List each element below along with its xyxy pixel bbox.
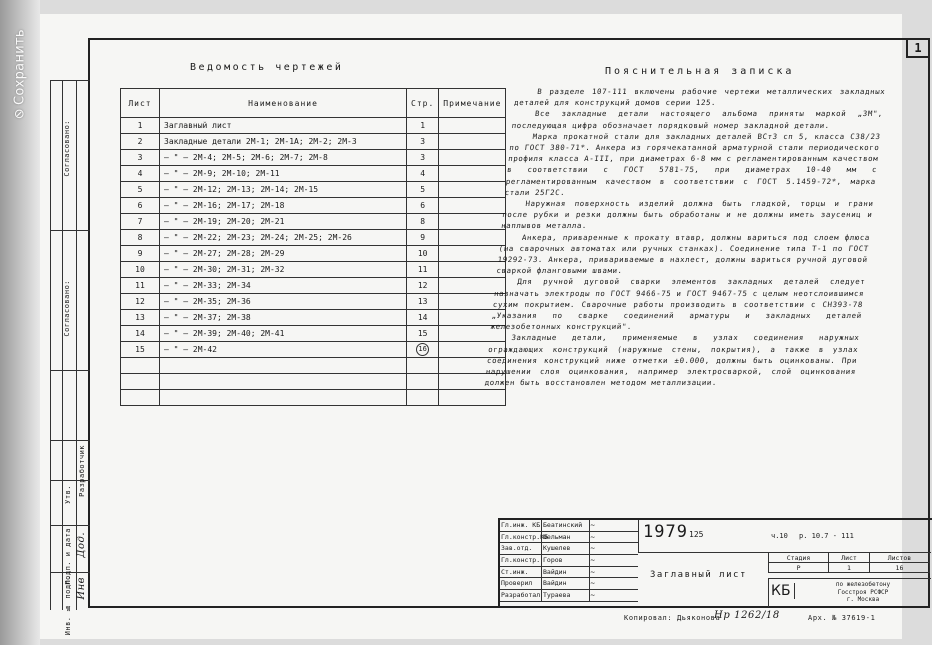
row-name: Заглавный лист <box>160 118 407 134</box>
schedule-row <box>121 310 506 326</box>
row-page-value: 5 <box>420 185 426 194</box>
sheets-value: 16 <box>869 563 929 573</box>
row-note <box>439 134 506 150</box>
sheet-header: Лист <box>829 553 870 563</box>
row-page <box>407 230 439 246</box>
row-name: — " — 2М-16; 2М-17; 2М-18 <box>160 198 407 214</box>
save-overlay-button[interactable] <box>2 0 38 120</box>
sheet-title: Заглавный лист <box>650 570 747 580</box>
stage-table <box>768 552 930 573</box>
role-row <box>500 567 638 579</box>
side-handwriting-2: Инв <box>76 577 87 600</box>
role-name: Вайдин <box>542 567 590 578</box>
series: 125 <box>689 530 704 539</box>
row-sheet-number: 8 <box>121 230 160 246</box>
col-page-header: Стр. <box>407 89 439 118</box>
title-block-roles <box>500 520 638 606</box>
role-row <box>500 578 638 590</box>
schedule-empty-row <box>121 358 506 374</box>
row-page <box>407 326 439 342</box>
organization-block <box>768 578 931 607</box>
org-lines <box>799 581 927 604</box>
schedule-row <box>121 182 506 198</box>
role-name: Тураева <box>542 590 590 601</box>
schedule-row <box>121 246 506 262</box>
org-line: Госстроя РСФСР <box>837 588 889 596</box>
note-paragraph: Наружная поверхность изделий должна быть гладкой, торцы и грани после рубки и резки должны быть обработаны и не должны иметь заусениц и наплывов металла. <box>500 199 875 231</box>
row-note <box>439 182 506 198</box>
row-page-value: 12 <box>417 281 428 290</box>
role-row <box>500 520 638 532</box>
row-sheet-number: 10 <box>121 262 160 278</box>
row-page <box>407 166 439 182</box>
stage-header: Стадия <box>769 553 829 563</box>
note-paragraph: Марка прокатной стали для закладных деталей ВСт3 сп 5, класса С38/23 по ГОСТ 380-71*. Анкера из горячекатанной арматурной стали периодического профиля класса А-III, при диаметрах 6-8 мм с регламентированным качеством в соответствии с ГОСТ 5781-75, при диаметрах 10-40 мм с регламентированным качеством в соответствии с ГОСТ 5.1459-72*, марка стали 25Г2С. <box>504 131 882 197</box>
title-block <box>498 518 932 608</box>
handwritten-number: Нр 1262/18 <box>714 610 780 621</box>
role-position: Гл.инж. КБ <box>501 521 541 529</box>
role-position: Зав.отд. <box>500 543 542 554</box>
explanatory-note <box>484 86 886 388</box>
save-overlay-label: Сохранить <box>12 28 28 105</box>
side-label-approved-2: Согласовано: <box>63 280 71 337</box>
col-note-header: Примечание <box>439 89 506 118</box>
row-note <box>439 246 506 262</box>
role-signature: ~ <box>590 591 596 600</box>
schedule-title: Ведомость чертежей <box>190 62 344 73</box>
role-row <box>500 543 638 555</box>
row-page <box>407 214 439 230</box>
side-label-approved-1: Согласовано: <box>63 120 71 177</box>
role-row <box>500 590 638 602</box>
role-signature: ~ <box>590 579 596 588</box>
row-page-value: 3 <box>420 153 426 162</box>
volume-code: ч.10 <box>771 532 788 540</box>
schedule-row <box>121 278 506 294</box>
schedule-row <box>121 134 506 150</box>
role-position: Гл.констр.КБ <box>501 532 548 541</box>
row-sheet-number: 7 <box>121 214 160 230</box>
org-code: КБ <box>771 583 795 599</box>
sheets-header: Листов <box>869 553 929 563</box>
row-page <box>407 342 439 358</box>
row-page-value: 11 <box>417 265 428 274</box>
sheet-value: 1 <box>829 563 870 573</box>
drawing-schedule-table <box>120 88 506 406</box>
row-sheet-number: 11 <box>121 278 160 294</box>
row-name: — " — 2М-33; 2М-34 <box>160 278 407 294</box>
row-name: — " — 2М-37; 2М-38 <box>160 310 407 326</box>
row-page-value: 13 <box>417 297 428 306</box>
role-signature: ~ <box>590 532 596 541</box>
row-note <box>439 198 506 214</box>
note-paragraph: Анкера, приваренные к прокату втавр, должны вариться под слоем флюса (на сварочных автоматах или ручных станках). Соединение типа Т-1 по ГОСТ 19292-73. Анкера, привариваемые в нахлест, должны вариться ручной дуговой сваркой фланговыми швами. <box>496 232 871 276</box>
row-page-value: 14 <box>417 313 428 322</box>
row-page-value: 15 <box>417 329 428 338</box>
schedule-empty-row <box>121 374 506 390</box>
title-block-code <box>638 520 931 553</box>
schedule-row <box>121 166 506 182</box>
role-name: Горов <box>542 555 590 566</box>
role-name: Кушелев <box>542 543 590 554</box>
row-name: — " — 2М-12; 2М-13; 2М-14; 2М-15 <box>160 182 407 198</box>
col-sheet-header: Лист <box>121 89 160 118</box>
row-page-value: 9 <box>420 233 426 242</box>
row-name: — " — 2М-22; 2М-23; 2М-24; 2М-25; 2М-26 <box>160 230 407 246</box>
role-position: Проверил <box>500 578 542 589</box>
side-label-inventory: Инв. № подл. <box>64 575 72 636</box>
schedule-empty-row <box>121 390 506 406</box>
row-page <box>407 310 439 326</box>
org-line: г. Москва <box>846 596 880 603</box>
schedule-row <box>121 342 506 358</box>
row-page <box>407 246 439 262</box>
row-page <box>407 118 439 134</box>
row-note <box>439 214 506 230</box>
row-page-value: 3 <box>420 137 426 146</box>
side-label-sign-date: Подп. и дата <box>64 528 72 585</box>
schedule-row <box>121 198 506 214</box>
row-sheet-number: 15 <box>121 342 160 358</box>
role-name: Вайдин <box>542 578 590 589</box>
role-row <box>500 532 638 544</box>
role-signature: ~ <box>590 544 596 553</box>
note-paragraph: Все закладные детали настоящего альбома приняты маркой „ЗМ", последующая цифра обозначает порядковый номер закладной детали. <box>511 109 884 130</box>
role-position: Гл.констр. <box>501 556 541 565</box>
col-name-header: Наименование <box>160 89 407 118</box>
role-name: Беатинский <box>542 520 590 531</box>
year: 1979 <box>643 522 688 542</box>
note-paragraph: Для ручной дуговой сварки элементов закладных деталей следует назначать электроды по ГОСТ 9466-75 и ГОСТ 9467-75 с целым неотслоившимся сухим покрытием. Сварочные работы производить в соответствии с СН393-78 „Указания по сварке соединений арматуры и закладных деталей железобетонных конструкций". <box>490 277 866 332</box>
drawing-sheet <box>40 14 922 639</box>
row-note <box>439 230 506 246</box>
role-signature: ~ <box>590 556 596 565</box>
role-position: Разработал <box>501 591 541 600</box>
role-row <box>500 555 638 567</box>
row-sheet-number: 3 <box>121 150 160 166</box>
note-paragraph: В разделе 107-111 включены рабочие чертежи металлических закладных деталей для конструкций домов серии 125. <box>513 87 886 108</box>
save-icon: ⊘ <box>14 106 26 122</box>
org-line: по железобетону <box>835 581 891 588</box>
stage-value: Р <box>769 563 829 573</box>
row-page <box>407 278 439 294</box>
document-code: р. 10.7 - 111 <box>799 532 854 540</box>
row-name: — " — 2М-42 <box>160 342 407 358</box>
row-page-value: 1 <box>420 121 426 130</box>
schedule-row <box>121 262 506 278</box>
row-note <box>439 118 506 134</box>
row-sheet-number: 4 <box>121 166 160 182</box>
role-position: Ст.инж. <box>500 567 542 578</box>
row-page <box>407 182 439 198</box>
schedule-row <box>121 150 506 166</box>
schedule-row <box>121 326 506 342</box>
row-page <box>407 262 439 278</box>
side-label-developer: Разработчик <box>78 445 86 497</box>
side-label-approved: Утв. <box>64 485 72 504</box>
note-title: Пояснительная записка <box>605 66 795 77</box>
sheet-number: 1 <box>906 38 930 58</box>
side-handwriting-1: Дод. <box>76 532 87 558</box>
row-sheet-number: 2 <box>121 134 160 150</box>
row-page-circled: 16 <box>416 343 429 356</box>
row-sheet-number: 13 <box>121 310 160 326</box>
row-sheet-number: 9 <box>121 246 160 262</box>
row-page-value: 4 <box>420 169 426 178</box>
role-signature: ~ <box>590 521 596 529</box>
row-note <box>439 166 506 182</box>
row-page <box>407 134 439 150</box>
copied-by: Копировал: Дьяконова <box>624 614 721 622</box>
schedule-row <box>121 230 506 246</box>
row-name: — " — 2М-35; 2М-36 <box>160 294 407 310</box>
row-sheet-number: 14 <box>121 326 160 342</box>
row-name: — " — 2М-39; 2М-40; 2М-41 <box>160 326 407 342</box>
row-page <box>407 294 439 310</box>
row-sheet-number: 1 <box>121 118 160 134</box>
row-page <box>407 150 439 166</box>
row-sheet-number: 5 <box>121 182 160 198</box>
note-paragraph: Закладные детали, применяемые в узлах соединения наружных ограждающих конструкций (наружные стены, покрытия), а также в узлах соединения конструкций ниже отметки ±0.000, должны быть оцинкованы. При нарушении слоя оцинкования, например электросваркой, слой оцинкования должен быть восстановлен методом металлизации. <box>484 333 860 388</box>
row-sheet-number: 6 <box>121 198 160 214</box>
row-page-value: 6 <box>420 201 426 210</box>
row-name: — " — 2М-27; 2М-28; 2М-29 <box>160 246 407 262</box>
row-page-value: 8 <box>420 217 426 226</box>
row-name: — " — 2М-4; 2М-5; 2М-6; 2М-7; 2М-8 <box>160 150 407 166</box>
row-name: — " — 2М-19; 2М-20; 2М-21 <box>160 214 407 230</box>
schedule-row <box>121 214 506 230</box>
side-approval-column <box>50 80 90 636</box>
row-sheet-number: 12 <box>121 294 160 310</box>
archive-number: Арх. № 37619-1 <box>808 614 876 622</box>
row-note <box>439 150 506 166</box>
schedule-row <box>121 118 506 134</box>
row-name: — " — 2М-9; 2М-10; 2М-11 <box>160 166 407 182</box>
role-signature: ~ <box>590 567 596 576</box>
row-name: — " — 2М-30; 2М-31; 2М-32 <box>160 262 407 278</box>
row-name: Закладные детали 2М-1; 2М-1А; 2М-2; 2М-3 <box>160 134 407 150</box>
schedule-row <box>121 294 506 310</box>
role-name: Фельман <box>542 532 590 543</box>
row-page-value: 10 <box>417 249 428 258</box>
row-page <box>407 198 439 214</box>
